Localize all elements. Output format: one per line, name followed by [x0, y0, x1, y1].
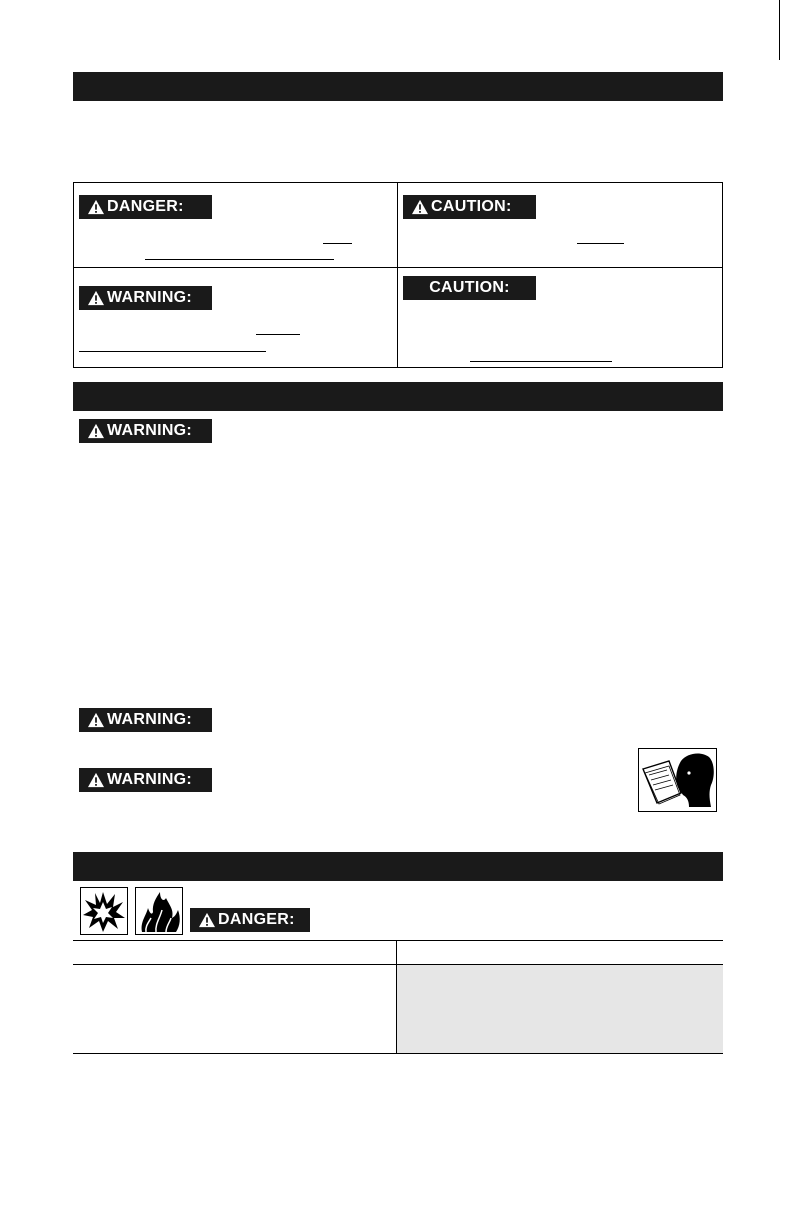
warning-triangle-icon — [198, 912, 216, 928]
section-header-bar-2 — [73, 382, 723, 411]
danger-label-box — [79, 195, 212, 219]
section-header-bar-3 — [73, 852, 723, 881]
hazard-table — [73, 940, 723, 1054]
danger-label: DANGER: — [218, 911, 295, 928]
shaded-cell — [397, 965, 723, 1053]
explosion-hazard-icon — [80, 887, 128, 935]
warning-label-box — [79, 768, 212, 792]
underline — [145, 259, 334, 260]
warning-triangle-icon — [87, 423, 105, 439]
underline — [79, 351, 266, 352]
danger-label: DANGER: — [107, 198, 184, 215]
flame-graphic — [136, 888, 181, 933]
caution-label: CAUTION: — [431, 198, 512, 215]
table-rule-bottom — [73, 1053, 723, 1054]
warning-triangle-icon — [87, 712, 105, 728]
table-divider-vertical — [397, 183, 398, 367]
warning-triangle-icon — [411, 199, 429, 215]
read-manual-icon-graphic — [639, 749, 716, 811]
section-header-bar-1 — [73, 72, 723, 101]
warning-label-box — [79, 419, 212, 443]
warning-triangle-icon — [87, 199, 105, 215]
caution-notice-label: CAUTION: — [429, 279, 510, 296]
danger-label-box — [190, 908, 310, 932]
table-divider-horizontal — [74, 267, 722, 268]
warning-label: WARNING: — [107, 711, 193, 728]
warning-label-box — [79, 286, 212, 310]
warning-label: WARNING: — [107, 771, 193, 788]
table-rule-header — [73, 964, 723, 965]
fire-hazard-icon — [135, 887, 183, 935]
underline — [323, 243, 352, 244]
underline — [256, 334, 300, 335]
underline — [577, 243, 624, 244]
caution-label-box — [403, 195, 536, 219]
warning-triangle-icon — [87, 772, 105, 788]
warning-label: WARNING: — [107, 289, 193, 306]
warning-label: WARNING: — [107, 422, 193, 439]
table-rule-top — [73, 940, 723, 941]
underline — [470, 361, 612, 362]
read-manual-icon — [638, 748, 717, 812]
caution-notice-label-box — [403, 276, 536, 300]
warning-triangle-icon — [87, 290, 105, 306]
trim-line — [779, 0, 780, 60]
warning-label-box — [79, 708, 212, 732]
explosion-burst-graphic — [81, 888, 126, 933]
table-divider-vertical — [396, 940, 397, 1054]
